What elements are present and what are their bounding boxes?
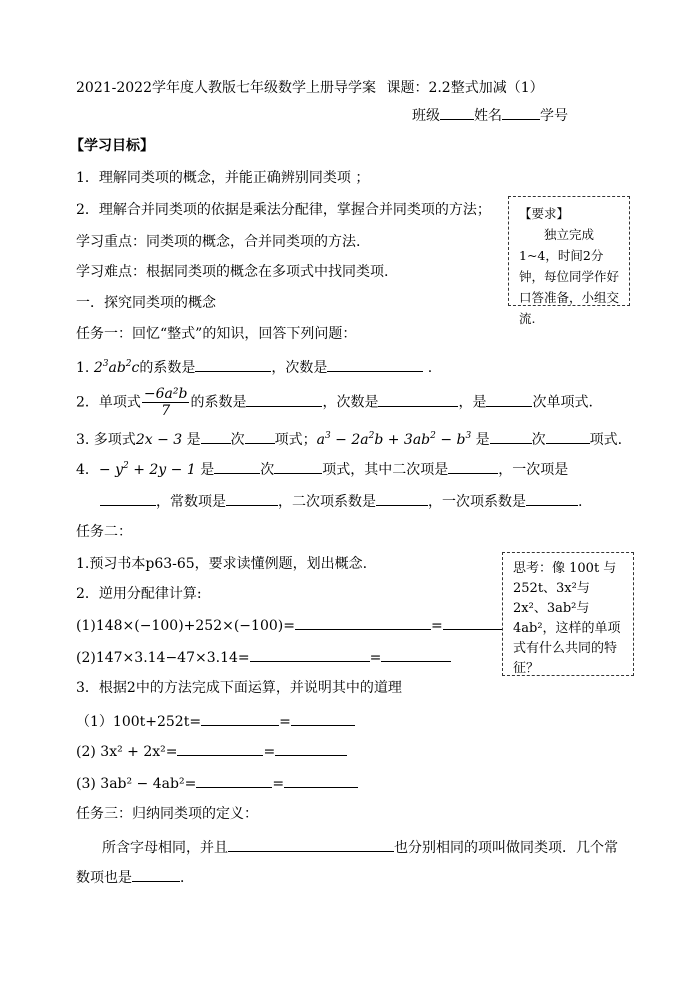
q4-linear-blank[interactable]	[100, 490, 156, 506]
calc-2-blank-b[interactable]	[381, 646, 451, 662]
q3-poly-a: 2x − 3	[135, 432, 183, 448]
op-2-blank-a[interactable]	[177, 740, 263, 756]
q4-terms-blank[interactable]	[274, 458, 322, 474]
task-2-item-1: 1.预习书本p63-65，要求读懂例题，划出概念.	[76, 556, 368, 572]
q3-poly-b: $a^3 - 2a^2b + 3ab^2 - b^3$	[316, 431, 472, 448]
q2-degree-blank[interactable]	[378, 391, 458, 407]
q4-poly: − $y^2 + 2y - 1$	[98, 461, 196, 478]
task-2-heading: 任务二：	[76, 524, 132, 540]
q3-degree-blank[interactable]	[201, 428, 231, 444]
constant-term-blank[interactable]	[132, 866, 180, 882]
worksheet-title: 2021-2022学年度人教版七年级数学上册导学案	[76, 80, 376, 96]
operation-2: (2) 3x² + 2x²= =	[76, 740, 347, 762]
q4-constant-blank[interactable]	[226, 490, 278, 506]
op-2-blank-b[interactable]	[275, 740, 347, 756]
goal-1: 1．理解同类项的概念，并能正确辨别同类项 ；	[76, 170, 370, 186]
name-label: 姓名	[474, 108, 502, 124]
section-1-heading: 一．探究同类项的概念	[76, 295, 216, 311]
calc-1-blank-b[interactable]	[443, 614, 505, 630]
lesson-title: 课题：2.2整式加减（1）	[386, 80, 544, 96]
requirement-text: 独立完成1~4，时间2分钟，每位同学作好口答准备，小组交流.	[519, 227, 620, 326]
calc-1: (1)148×(−100)+252×(−100)= =	[76, 614, 505, 636]
task-2-item-2: 2．逆用分配律计算:	[76, 586, 202, 602]
requirement-title: 【要求】	[519, 206, 570, 221]
task-1-heading: 任务一：回忆“整式”的知识，回答下列问题：	[76, 326, 357, 342]
q2-coefficient-blank[interactable]	[246, 391, 322, 407]
task-3-heading: 任务三：归纳同类项的定义：	[76, 806, 258, 822]
id-label: 学号	[540, 108, 568, 124]
q1-degree-blank[interactable]	[327, 356, 423, 372]
class-label: 班级	[412, 108, 440, 124]
difficulty: 学习难点：根据同类项的概念在多项式中找同类项.	[76, 264, 389, 280]
definition-line-2: 数项也是 ．	[76, 866, 194, 888]
task-2-item-3: 3．根据2中的方法完成下面运算，并说明其中的道理	[76, 680, 402, 696]
question-1: 1. $2^3ab^2c$的系数是 ，次数是 .	[76, 356, 432, 378]
operation-1: （1）100t+252t= =	[76, 710, 355, 732]
q1-coefficient-blank[interactable]	[195, 356, 271, 372]
calc-2: (2)147×3.14−47×3.14= =	[76, 646, 451, 668]
class-blank[interactable]	[440, 104, 474, 120]
header-line	[76, 78, 544, 98]
q4-degree-blank[interactable]	[214, 458, 260, 474]
q1-expression: 1. $2^3ab^2c$	[76, 359, 140, 376]
q4-coef1-blank[interactable]	[526, 490, 578, 506]
question-3: 3. 多项式2x − 3 是 次 项式；$a^3 - 2a^2b + 3ab^2 - b^3$ 是 次 项式.	[76, 428, 622, 450]
goal-2: 2．理解合并同类项的依据是乘法分配律，掌握合并同类项的方法；	[76, 202, 491, 218]
q4-coef2-blank[interactable]	[376, 490, 428, 506]
definition-line-1: 所含字母相同，并且 也分别相同的项叫做同类项．几个常	[102, 836, 618, 858]
op-1-blank-a[interactable]	[201, 710, 279, 726]
think-box: 思考：像 100t 与252t、3x²与2x²、3ab²与4ab²，这样的单项式有什么共同的特征？	[502, 552, 634, 676]
objectives-heading: 【学习目标】	[70, 138, 154, 154]
question-4-cont: ，常数项是 ，二次项系数是 ，一次项系数是 .	[100, 490, 582, 512]
question-2: 2．单项式 $\frac{\text{−6a²b}}{7}$ 的系数是 ，次数是 ，是 次单项式.	[76, 386, 593, 419]
q4-quadratic-blank[interactable]	[448, 458, 498, 474]
question-4: 4．− $y^2 + 2y - 1$ 是 次 项式，其中二次项是 ，一次项是	[76, 458, 568, 480]
calc-1-blank-a[interactable]	[295, 614, 431, 630]
q2-order-blank[interactable]	[486, 391, 532, 407]
requirement-box	[508, 196, 630, 326]
operation-3: (3) 3ab² − 4ab²= =	[76, 772, 358, 794]
q3-degree2-blank[interactable]	[490, 428, 532, 444]
name-blank[interactable]	[502, 104, 540, 120]
op-3-blank-b[interactable]	[284, 772, 358, 788]
student-info	[412, 104, 568, 126]
q3-terms-blank[interactable]	[245, 428, 275, 444]
q2-fraction: $\frac{\text{−6a²b}}{7}$	[143, 386, 188, 419]
q3-terms2-blank[interactable]	[546, 428, 590, 444]
definition-blank[interactable]	[228, 836, 394, 852]
calc-2-blank-a[interactable]	[250, 646, 370, 662]
op-1-blank-b[interactable]	[291, 710, 355, 726]
op-3-blank-a[interactable]	[196, 772, 272, 788]
key-point: 学习重点：同类项的概念，合并同类项的方法.	[76, 234, 361, 250]
